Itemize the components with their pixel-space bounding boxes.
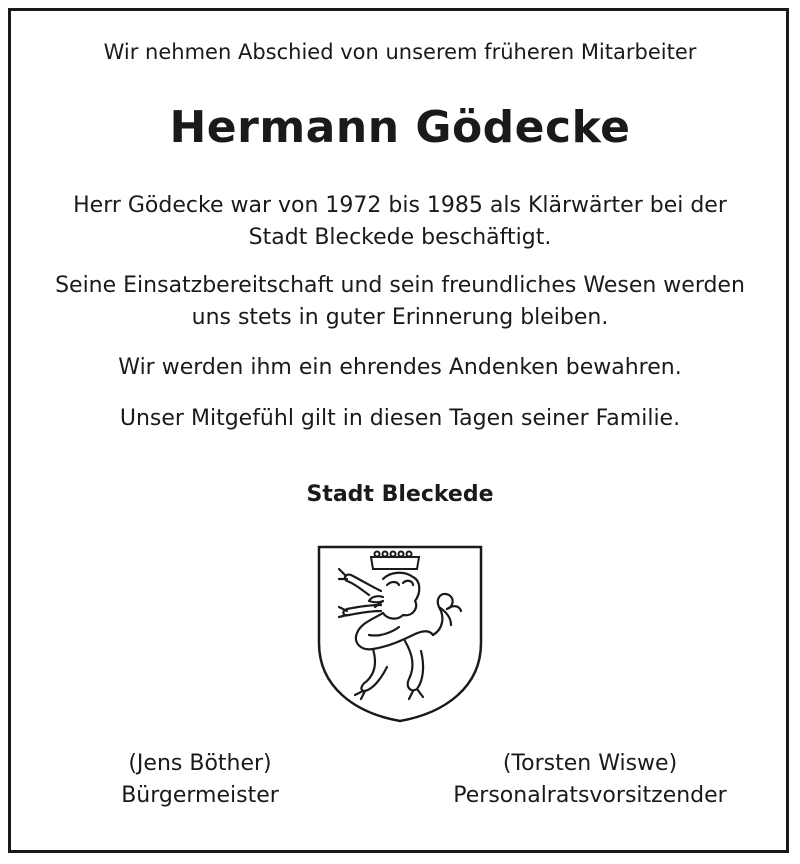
signatory-name: (Torsten Wiswe) — [502, 751, 678, 776]
organization-name: Stadt Bleckede — [306, 482, 494, 507]
signatory-role: Personalratsvorsitzender — [453, 783, 727, 808]
deceased-name: Hermann Gödecke — [169, 102, 631, 153]
paragraph-line: Stadt Bleckede beschäftigt. — [248, 225, 552, 250]
paragraph-line: Seine Einsatzbereitschaft und sein freundliches Wesen werden — [55, 273, 745, 298]
paragraph-remembrance: Wir werden ihm ein ehrendes Andenken bewahren. — [118, 355, 682, 380]
paragraph-employment — [0, 190, 800, 254]
signature-mayor — [100, 748, 300, 812]
signatory-name: (Jens Böther) — [128, 751, 272, 776]
signature-staff-council — [430, 748, 750, 812]
paragraph-line: uns stets in guter Erinnerung bleiben. — [191, 305, 609, 330]
paragraph-memory — [0, 270, 800, 334]
coat-of-arms-lion-icon — [317, 545, 483, 723]
intro-text: Wir nehmen Abschied von unserem früheren Mitarbeiter — [103, 40, 697, 64]
signatory-role: Bürgermeister — [121, 783, 279, 808]
paragraph-line: Herr Gödecke war von 1972 bis 1985 als Klärwärter bei der — [73, 193, 727, 218]
paragraph-condolence: Unser Mitgefühl gilt in diesen Tagen seiner Familie. — [119, 406, 681, 431]
